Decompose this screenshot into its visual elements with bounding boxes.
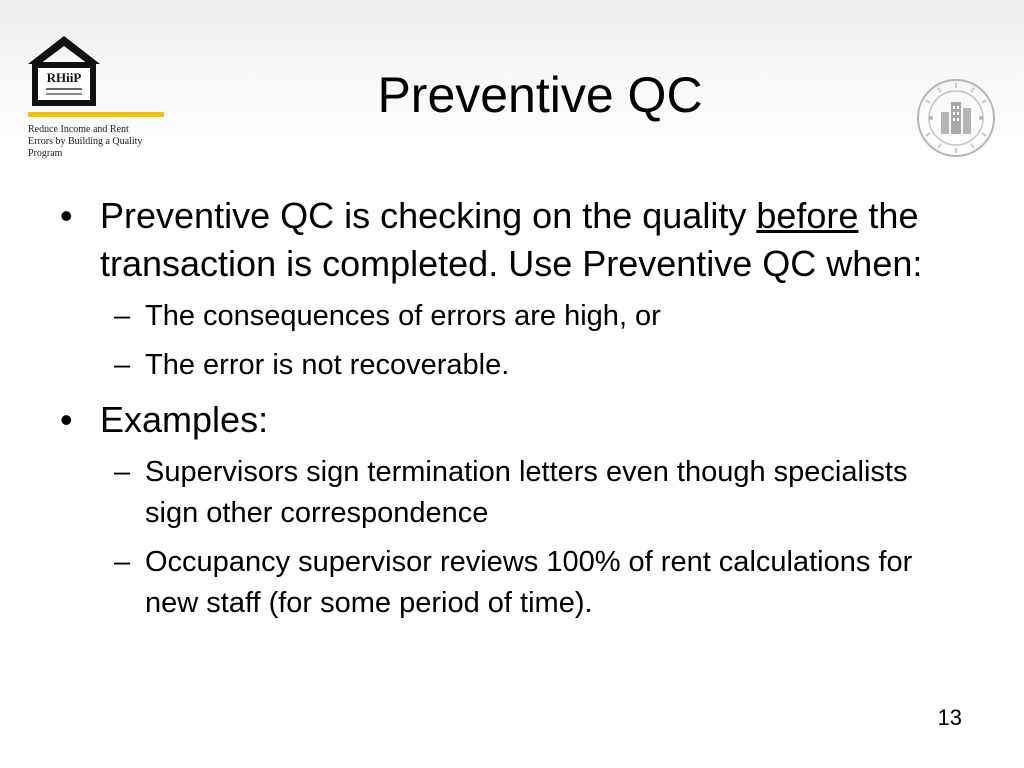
hud-seal-icon xyxy=(916,78,996,158)
sub-bullet-text: The error is not recoverable. xyxy=(145,349,510,381)
bullet-mark: • xyxy=(60,399,73,440)
logo-tagline-line: Errors by Building a Quality xyxy=(28,136,143,147)
sub-bullet-item xyxy=(114,345,945,386)
logo-rule xyxy=(46,88,82,90)
slide-title: Preventive QC xyxy=(377,67,703,123)
sub-bullet-item xyxy=(114,296,945,337)
bullet-item xyxy=(60,192,980,288)
sub-bullet-text: The consequences of errors are high, or xyxy=(145,300,661,332)
sub-bullet-text: Supervisors sign termination letters even though specialists sign other correspondence xyxy=(145,456,908,529)
bullet-underlined-text: before xyxy=(756,195,859,236)
slide-content xyxy=(0,192,1024,624)
sub-bullet-item xyxy=(114,452,945,534)
rhiip-logo xyxy=(26,34,168,166)
sub-bullet-mark: – xyxy=(114,456,131,488)
sub-bullet-mark: – xyxy=(114,300,131,332)
bullet-mark: • xyxy=(60,195,73,236)
page-number: 13 xyxy=(937,705,962,730)
logo-rule xyxy=(46,93,82,95)
sub-bullet-text: Occupancy supervisor reviews 100% of rent calculations for new staff (for some period of time). xyxy=(145,546,913,619)
logo-tagline-line: Program xyxy=(28,148,63,159)
sub-bullet-item xyxy=(114,542,945,624)
sub-bullet-mark: – xyxy=(114,546,131,578)
bullet-text: Examples: xyxy=(100,399,269,440)
sub-bullet-mark: – xyxy=(114,349,131,381)
bullet-text: the transaction is completed. Use Preventive QC when: xyxy=(100,195,923,284)
logo-badge-text: RHiiP xyxy=(46,70,82,85)
logo-tagline-line: Reduce Income and Rent xyxy=(28,124,129,135)
logo-tagline xyxy=(28,124,168,160)
bullet-text: Preventive QC is checking on the quality xyxy=(100,195,757,236)
bullet-item xyxy=(60,396,980,444)
